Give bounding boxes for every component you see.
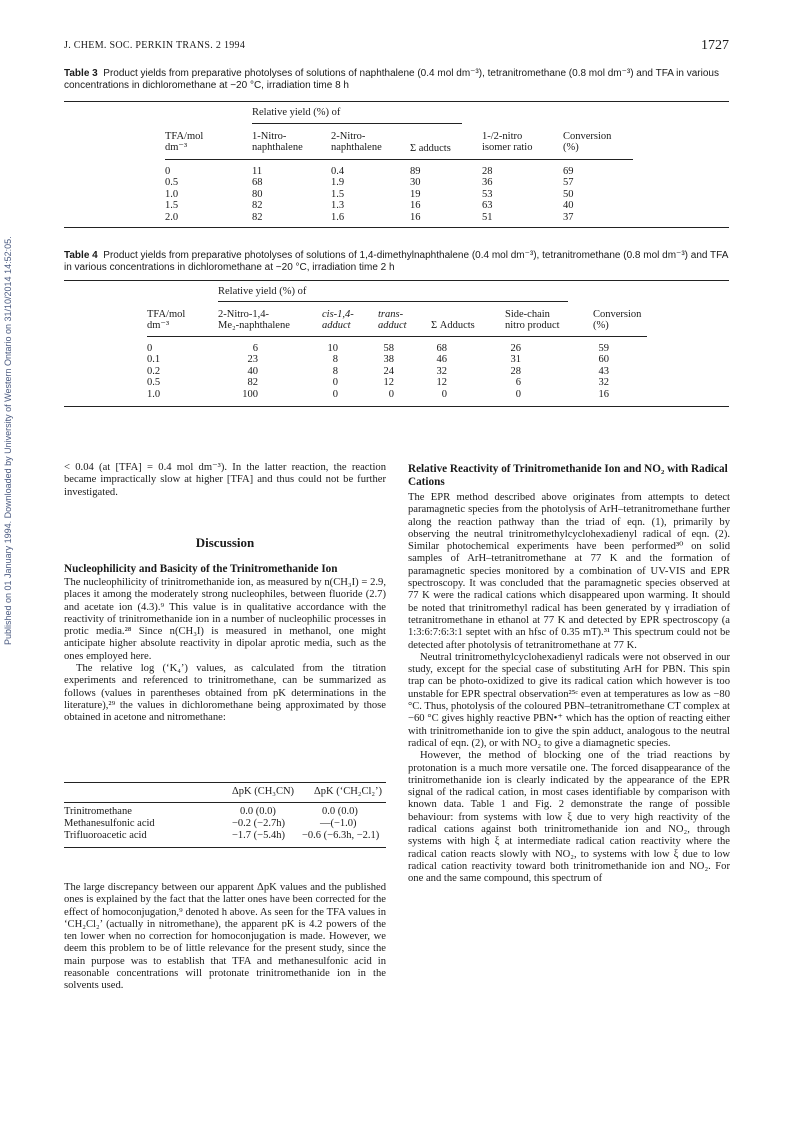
pk-row-methanesulfonic-v2: —(−1.0) — [320, 818, 357, 829]
table3-col-adducts: 89 30 19 16 16 — [410, 166, 421, 223]
pk-row-trinitromethane-v1: 0.0 (0.0) — [240, 806, 276, 817]
pk-rows — [64, 806, 386, 844]
table3-group-header: Relative yield (%) of — [252, 107, 341, 118]
table3-header-rule — [165, 159, 633, 160]
left-body-2 — [64, 882, 386, 993]
table4-header-2-nitro: 2-Nitro-1,4- Me₂-naphthalene — [218, 309, 290, 332]
journal-name: J. CHEM. SOC. PERKIN TRANS. 2 1994 — [64, 40, 246, 51]
table4-col-trans-adduct: 58 38 24 12 0 — [383, 343, 394, 400]
table4-header-adducts: Σ Adducts — [431, 320, 475, 331]
discrepancy-paragraph: The large discrepancy between our apparent ΔpK values and the published ones is explained by the fact that the latter ones have been corrected for the effect of homoconjugation,⁹ denoted h above. As seen for the TFA values in ‘CH₂Cl₂’ (actually in nitromethane), the apparent pK is 4.2 powers of the ten lower when no correction for homoconjugation is made. However, we deem this problem to be of little relevance for the present study, since the main purpose was to establish that TFA and methanesulfonic acid in reasonable concentrations will protonate trinitromethanide ion in the solvents used. — [64, 882, 386, 992]
pk-header-ch2cl2: ΔpK (‘CH₂Cl₂’) — [314, 786, 383, 797]
table4-header-conversion: Conversion (%) — [593, 309, 642, 332]
nucleophilicity-paragraph: The nucleophilicity of trinitromethanide ion, as measured by n(CH₃I) = 2.9, places it among the moderately strong nucleophiles, between fluoride (2.7) and acetate ion (4.3).⁹ This value is in qualitative accordance with the reactivity of trinitromethanide ion in a number of nucleophilic processes in protic media.²⁸ Since n(CH₃I) is measured in methanol, one might anticipate higher absolute reactivity in dipolar aprotic media, such as the ones employed here. — [64, 577, 386, 662]
download-stamp-text: Published on 01 January 1994. Downloaded by University of Western Ontario on 31/10/2014 14:52:05. — [3, 236, 13, 645]
discussion-heading: Discussion — [195, 535, 255, 550]
table3-top-rule — [64, 101, 729, 102]
table4-header-rule — [147, 336, 647, 337]
table3-header-adducts: Σ adducts — [410, 143, 451, 154]
right-body — [408, 492, 730, 886]
table4-header-tfa: TFA/mol dm⁻³ — [147, 309, 186, 332]
pk-row-methanesulfonic-v1: −0.2 (−2.7h) — [232, 818, 285, 829]
table4-col-side-chain: 26 31 28 6 0 — [510, 343, 521, 400]
epr-method-paragraph: The EPR method described above originates from attempts to detect paramagnetic species from the photolysis of ArH–tetranitromethane further along the reaction pathway than the triad of eqn. (1), primarily by observing the neutral trinitromethylcyclohexadienyl radical of eqn. (2). Similar photochemical experiments have been performed³⁰ on solid samples of ArH–tetranitromethane at 77 K and the formation of paramagnetic species monitored by a combination of UV-VIS and EPR spectroscopy. It was concluded that the paramagnetic species observed at 77 K were the radical cations which disappeared upon warming. It should be noted that trinitromethyl radical has been generated by γ irradiation of tetranitromethane in ethanol at 77 K and detected by EPR spectroscopy (a 1:3:6:7:6:3:1 septet with an hfsc of 0.35 mT).³¹ This spectrum could not be detected after photolysis of tetranitromethane at 77 K. — [408, 492, 730, 651]
table4-top-rule — [64, 280, 729, 281]
table3-caption-text: Product yields from preparative photolyses of solutions of naphthalene (0.4 mol dm⁻³), tetranitromethane (0.8 mol dm⁻³) and TFA in various concentrations in dichloromethane at −20 °C, irradiation time 8 h — [64, 68, 719, 91]
pk-row-trinitromethane-name: Trinitromethane — [64, 806, 132, 817]
table4-col-cis-adduct: 10 8 8 0 0 — [327, 343, 338, 400]
table4-header-trans-adduct: trans- adduct — [378, 309, 407, 332]
table3-col-isomer-ratio: 28 36 53 63 51 — [482, 166, 493, 223]
table4-header-side-chain: Side-chain nitro product — [505, 309, 560, 332]
neutral-radicals-paragraph: Neutral trinitromethylcyclohexadienyl radicals were not observed in our study, except for the special case of substituting ArH for PBN. This spin trap can be photo-oxidized to give its radical cation which however is too unstable for EPR spectral observation²⁵ᶜ even at temperatures as low as −80 °C. Thus, photolysis of the coloured PBN–tetranitromethane CT complex at −60 °C gives highly reactive PBN•⁺ which has the option of reacting either with trinitromethanide ion to give the spin adduct, analogous to the neutral radical of eqn. (2), or with NO₂ to give a diamagnetic species. — [408, 651, 730, 749]
table4-group-header: Relative yield (%) of — [218, 286, 307, 297]
table4-caption-text: Product yields from preparative photolyses of solutions of 1,4-dimethylnaphthalene (0.4 mol dm⁻³), tetranitromethane (0.8 mol dm⁻³) and TFA in various concentrations in dichloromethane at −20 °C, irradiation time 2 h — [64, 250, 728, 273]
table4-label: Table 4 — [64, 250, 98, 261]
nucleophilicity-heading: Nucleophilicity and Basicity of the Trinitromethanide Ion — [64, 563, 338, 575]
table3-label: Table 3 — [64, 68, 98, 79]
pk-row-trifluoroacetic-name: Trifluoroacetic acid — [64, 830, 147, 841]
pk-table — [64, 782, 386, 848]
table4-caption — [64, 250, 729, 274]
blocking-method-paragraph: However, the method of blocking one of the triad reactions by protonation is a much more versatile one. The forced disappearance of the trinitromethanide ion is clearly indicated by the appearance of the EPR signal of the radical cation, in most cases identifiable by comparison with known data. Table 1 and Fig. 2 demonstrate the range of possible behaviour: from systems with low ξ due to very high reactivity of the radical cations against both trinitromethanide ion and NO₂, through systems with high ξ at intermediate radical cation reactivity where the radical cation reacts slowly with NO₂, to systems with low ξ due to low radical cation reactivity toward both trinitromethanide ion and NO₂. For one and the same compound, this spectrum of — [408, 750, 730, 885]
table4-col-tfa: 0 0.1 0.2 0.5 1.0 — [147, 343, 161, 400]
table4-bottom-rule — [64, 406, 729, 407]
download-stamp — [3, 205, 13, 645]
table3-bottom-rule — [64, 227, 729, 228]
left-body-1 — [64, 577, 386, 725]
table3-header-tfa: TFA/mol dm⁻³ — [165, 131, 204, 154]
pk-header-ch3cn: ΔpK (CH₃CN) — [232, 786, 295, 797]
table4-col-2-nitro: 6 23 40 82 100 — [242, 343, 258, 400]
table4-header-cis-adduct: cis-1,4- adduct — [322, 309, 354, 332]
table3-header-isomer-ratio: 1-/2-nitro isomer ratio — [482, 131, 533, 154]
table3-header-2-nitro: 2-Nitro- naphthalene — [331, 131, 382, 154]
running-header — [64, 38, 729, 54]
relative-reactivity-heading: Relative Reactivity of Trinitromethanide Ion and NO₂ with Radical Cations — [408, 463, 728, 488]
page-number: 1727 — [701, 38, 729, 53]
pk-row-trifluoroacetic-v2: −0.6 (−6.3h, −2.1) — [302, 830, 380, 841]
table3-group-rule — [252, 123, 462, 124]
table4-col-conversion: 59 60 43 32 16 — [598, 343, 609, 400]
intro-paragraph: < 0.04 (at [TFA] = 0.4 mol dm⁻³). In the latter reaction, the reaction became impractically slow at higher [TFA] and thus could not be further investigated. — [64, 462, 386, 498]
table3-caption — [64, 68, 729, 92]
table3-header-conversion: Conversion (%) — [563, 131, 612, 154]
table4-col-adducts: 68 46 32 12 0 — [436, 343, 447, 400]
left-intro — [64, 462, 386, 499]
table3-col-1-nitro: 11 68 80 82 82 — [252, 166, 263, 223]
table4-group-rule — [218, 301, 568, 302]
table3-col-2-nitro: 0.4 1.9 1.5 1.3 1.6 — [331, 166, 345, 223]
table3-col-conversion: 69 57 50 40 37 — [563, 166, 574, 223]
pk-row-trinitromethane-v2: 0.0 (0.0) — [322, 806, 358, 817]
table3-col-tfa: 0 0.5 1.0 1.5 2.0 — [165, 166, 179, 223]
pk-row-methanesulfonic-name: Methanesulfonic acid — [64, 818, 155, 829]
pk-row-trifluoroacetic-v1: −1.7 (−5.4h) — [232, 830, 285, 841]
table3-header-1-nitro: 1-Nitro- naphthalene — [252, 131, 303, 154]
relative-log-paragraph: The relative log (‘K₄’) values, as calculated from the titration experiments and referenced to trinitromethane, can be summarized as follows (values in parentheses obtained from pK determinations in the literature),²⁹ the values in dichloromethane being approximated by those obtained in acetone and nitromethane: — [64, 663, 386, 724]
